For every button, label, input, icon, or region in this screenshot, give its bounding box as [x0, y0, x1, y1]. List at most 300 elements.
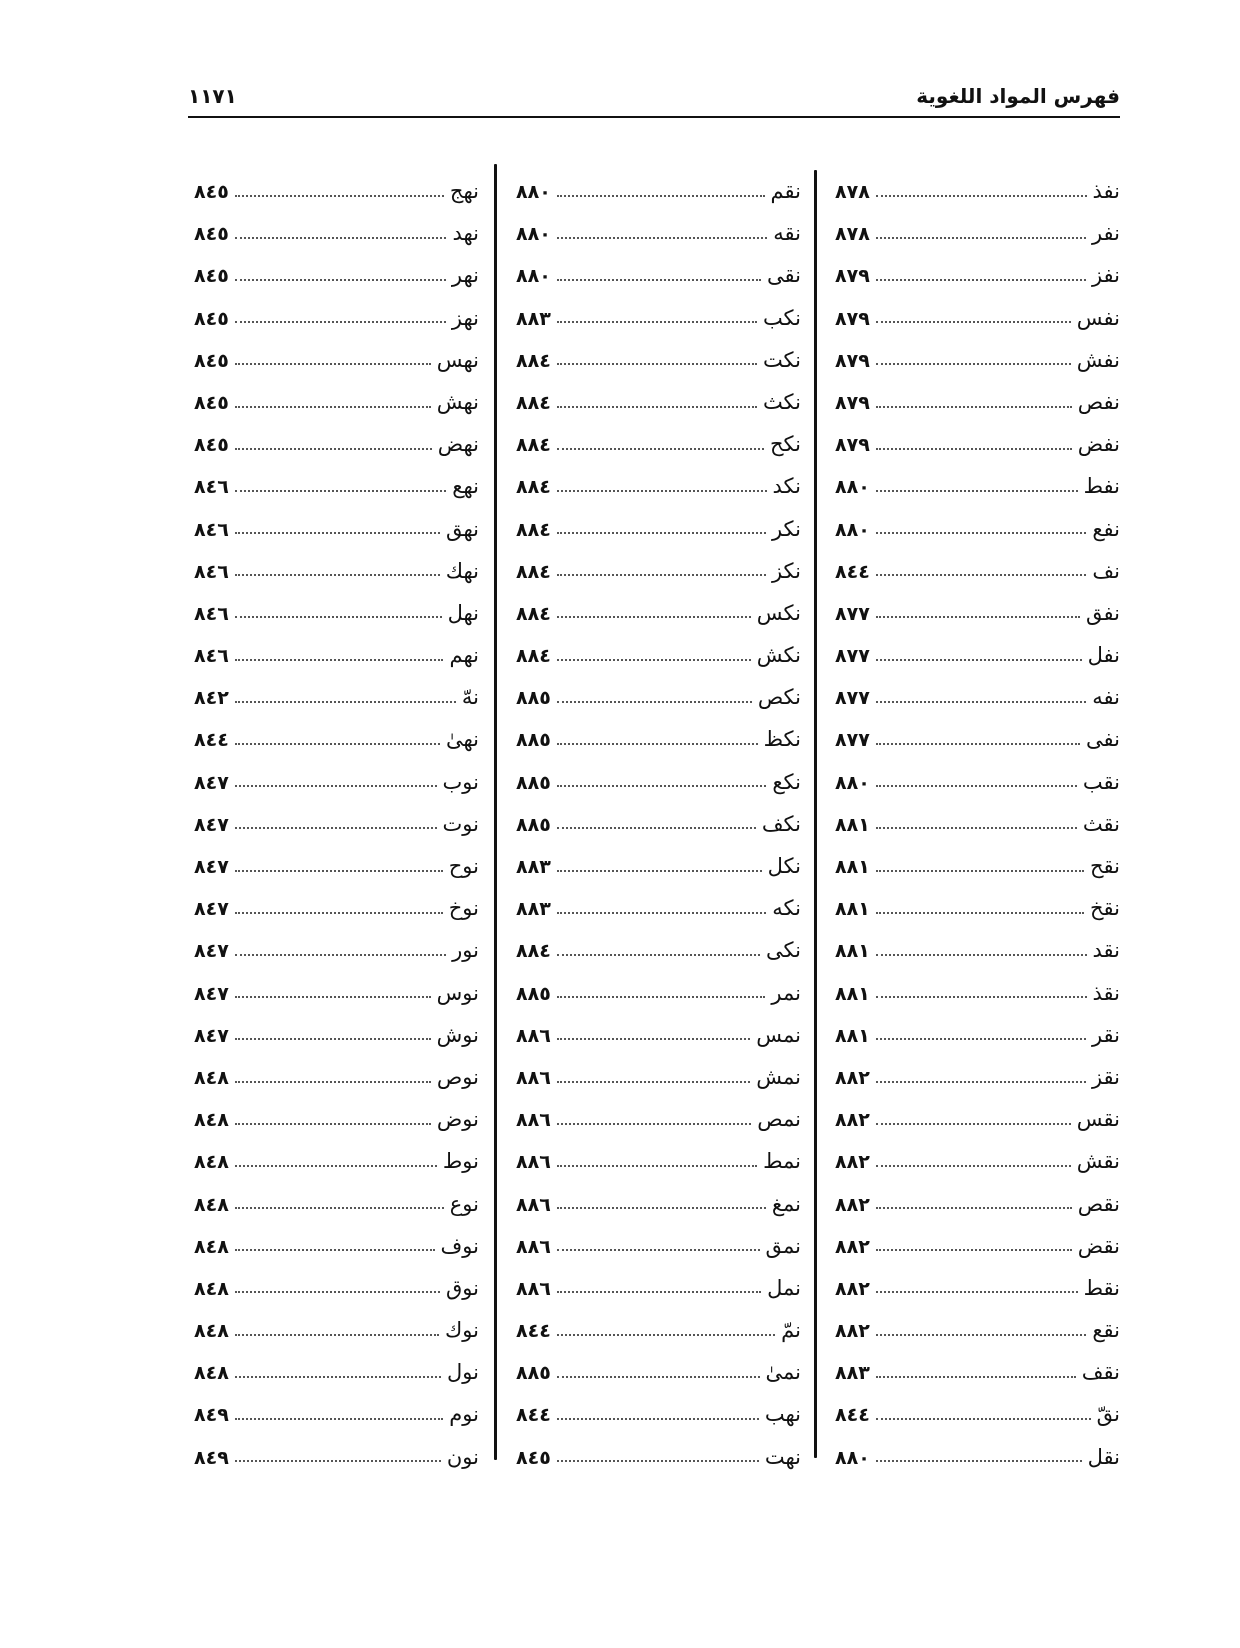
entry-page-number: ٨٨٤	[516, 560, 551, 583]
index-entry	[835, 254, 1120, 296]
entry-page-number: ٨٤٢	[194, 687, 229, 710]
entry-page-number: ٨٨٥	[516, 771, 551, 794]
entry-word: نقب	[1082, 769, 1120, 794]
entry-word: نهب	[764, 1402, 801, 1427]
entry-page-number: ٨٤٤	[516, 1404, 551, 1427]
entry-word: نمس	[756, 1022, 801, 1047]
entry-word: نكث	[762, 389, 801, 414]
index-entry	[516, 592, 801, 634]
entry-page-number: ٨٤٤	[194, 729, 229, 752]
entry-page-number: ٨٤٥	[194, 181, 229, 203]
entry-page-number: ٨٤٥	[516, 1446, 551, 1469]
entry-word: نوخ	[448, 896, 479, 921]
entry-word: نمق	[765, 1233, 801, 1258]
index-entry	[835, 634, 1120, 676]
index-entry	[835, 718, 1120, 760]
index-entry	[835, 212, 1120, 254]
entry-word: نقض	[1077, 1233, 1120, 1258]
entry-page-number: ٨٨٦	[516, 1277, 551, 1300]
index-entry	[516, 297, 801, 339]
entry-word: نكع	[772, 769, 801, 794]
entry-word: نقد	[1092, 938, 1120, 963]
entry-word: نقس	[1076, 1107, 1120, 1132]
running-title: فهرس المواد اللغوية	[916, 84, 1120, 108]
dot-leader	[876, 1080, 1086, 1083]
entry-word: نوم	[449, 1402, 479, 1427]
entry-word: نفض	[1077, 432, 1120, 457]
dot-leader	[557, 615, 751, 618]
dot-leader	[557, 236, 767, 239]
entry-word: نكز	[771, 558, 801, 583]
dot-leader	[235, 1333, 439, 1336]
index-entry	[194, 761, 479, 803]
dot-leader	[876, 826, 1077, 829]
dot-leader	[235, 1080, 431, 1083]
entry-page-number: ٨٨٢	[835, 1277, 870, 1300]
index-entry	[194, 1351, 479, 1393]
entry-word: نفع	[1092, 516, 1120, 541]
entry-word: نقه	[773, 221, 801, 246]
entry-word: نكف	[761, 811, 801, 836]
index-entry	[835, 1056, 1120, 1098]
dot-leader	[876, 1248, 1072, 1251]
index-entry	[835, 550, 1120, 592]
entry-word: نمر	[771, 980, 801, 1005]
entry-page-number: ٨٧٩	[835, 434, 870, 457]
dot-leader	[235, 1122, 431, 1125]
dot-leader	[557, 658, 751, 661]
index-entry	[516, 1436, 801, 1478]
entry-page-number: ٨٤٧	[194, 940, 229, 963]
entry-word: نكب	[762, 305, 801, 330]
entry-page-number: ٨٨٤	[516, 940, 551, 963]
dot-leader	[557, 573, 766, 576]
index-entry	[194, 381, 479, 423]
entry-page-number: ٨٨١	[835, 982, 870, 1005]
dot-leader	[235, 1248, 435, 1251]
entry-page-number: ٨٨٣	[516, 898, 551, 921]
entry-page-number: ٨٨٦	[516, 1109, 551, 1132]
dot-leader	[876, 320, 1071, 323]
dot-leader	[876, 489, 1078, 492]
entry-word: نفى	[1086, 727, 1120, 752]
index-entry	[835, 1140, 1120, 1182]
index-entry	[835, 465, 1120, 507]
index-entry	[194, 1225, 479, 1267]
index-entry	[516, 212, 801, 254]
entry-word: نفق	[1086, 600, 1120, 625]
entry-page-number: ٨٨٦	[516, 1066, 551, 1089]
index-entry	[516, 634, 801, 676]
index-entry	[194, 1098, 479, 1140]
dot-leader	[557, 362, 757, 365]
entry-page-number: ٨٨٥	[516, 982, 551, 1005]
dot-leader	[235, 447, 432, 450]
index-entry	[835, 592, 1120, 634]
entry-word: نوس	[436, 980, 479, 1005]
entry-word: نقص	[1077, 1191, 1120, 1216]
entry-word: نفز	[1091, 263, 1120, 288]
entry-word: نف	[1092, 558, 1120, 583]
entry-page-number: ٨٤٦	[194, 602, 229, 625]
index-entry	[835, 1183, 1120, 1225]
entry-word: نفط	[1083, 474, 1120, 499]
index-entry	[516, 170, 801, 212]
dot-leader	[235, 278, 446, 281]
index-entry	[194, 592, 479, 634]
entry-word: نهج	[449, 179, 479, 203]
index-entry	[194, 212, 479, 254]
entry-word: نكل	[767, 854, 801, 878]
entry-word: نكى	[766, 938, 801, 963]
index-entry	[194, 423, 479, 465]
entry-word: نهع	[452, 474, 479, 499]
dot-leader	[557, 1333, 775, 1336]
index-entry	[194, 1309, 479, 1351]
entry-page-number: ٨٨٣	[516, 307, 551, 330]
index-entry	[835, 170, 1120, 212]
entry-word: نهل	[447, 600, 479, 625]
dot-leader	[557, 784, 767, 787]
dot-leader	[235, 911, 443, 914]
dot-leader	[876, 447, 1072, 450]
dot-leader	[557, 531, 766, 534]
dot-leader	[557, 911, 767, 914]
entry-word: نفر	[1091, 221, 1120, 246]
entry-page-number: ٨٤٥	[194, 307, 229, 330]
entry-page-number: ٨٨١	[835, 856, 870, 878]
entry-word: نقع	[1092, 1318, 1120, 1343]
dot-leader	[876, 615, 1080, 618]
entry-word: نقل	[1087, 1444, 1120, 1469]
entry-page-number: ٨٨٦	[516, 1151, 551, 1174]
index-entry	[516, 423, 801, 465]
entry-page-number: ٨٨٠	[516, 223, 551, 246]
entry-page-number: ٨٤٨	[194, 1235, 229, 1258]
index-entry	[194, 634, 479, 676]
entry-word: نقى	[767, 263, 801, 288]
entry-word: نور	[452, 938, 479, 963]
index-entry	[194, 254, 479, 296]
entry-word: نهد	[452, 221, 479, 246]
entry-word: نول	[447, 1360, 479, 1385]
index-entry	[835, 508, 1120, 550]
entry-page-number: ٨٨٤	[516, 645, 551, 668]
dot-leader	[876, 658, 1082, 661]
entry-word: نكد	[772, 474, 801, 499]
index-entry	[194, 1183, 479, 1225]
entry-page-number: ٨٨٥	[516, 1362, 551, 1385]
dot-leader	[235, 194, 444, 197]
entry-page-number: ٨٤٤	[516, 1320, 551, 1343]
index-entry	[516, 1098, 801, 1140]
entry-page-number: ٨٤٩	[194, 1446, 229, 1469]
dot-leader	[557, 1206, 766, 1209]
entry-word: نهق	[445, 516, 479, 541]
dot-leader	[876, 1375, 1076, 1378]
entry-word: نقح	[1089, 854, 1120, 878]
dot-leader	[557, 826, 756, 829]
index-entry	[835, 929, 1120, 971]
index-entry	[194, 1267, 479, 1309]
dot-leader	[235, 1459, 441, 1462]
entry-page-number: ٨٤٥	[194, 391, 229, 414]
entry-word: نقر	[1091, 1022, 1120, 1047]
index-entry	[835, 761, 1120, 803]
entry-page-number: ٨٨٠	[835, 771, 870, 794]
entry-word: نهّ	[461, 685, 479, 710]
dot-leader	[235, 953, 446, 956]
dot-leader	[235, 573, 440, 576]
dot-leader	[235, 700, 456, 703]
index-entry	[194, 170, 479, 212]
entry-word: نهس	[436, 347, 479, 372]
dot-leader	[235, 320, 446, 323]
dot-leader	[876, 1206, 1072, 1209]
entry-page-number: ٨٤٥	[194, 434, 229, 457]
entry-word: نمىٰ	[765, 1360, 801, 1385]
dot-leader	[557, 1122, 751, 1125]
entry-page-number: ٨٤٨	[194, 1109, 229, 1132]
dot-leader	[876, 700, 1086, 703]
index-entry	[516, 887, 801, 929]
index-entry	[516, 339, 801, 381]
entry-page-number: ٨٧٩	[835, 391, 870, 414]
dot-leader	[876, 194, 1087, 197]
index-entry	[516, 803, 801, 845]
dot-leader	[235, 489, 447, 492]
entry-word: نقّ	[1096, 1402, 1120, 1427]
page-number: ١١٧١	[188, 84, 237, 108]
dot-leader	[876, 953, 1087, 956]
entry-word: نكظ	[763, 727, 801, 752]
entry-word: نهم	[449, 643, 479, 668]
index-entry	[516, 1183, 801, 1225]
dot-leader	[235, 615, 442, 618]
entry-word: نمل	[767, 1275, 801, 1300]
entry-page-number: ٨٨٢	[835, 1235, 870, 1258]
dot-leader	[557, 194, 765, 197]
index-entry	[516, 1225, 801, 1267]
index-entry	[516, 381, 801, 423]
index-entry	[835, 423, 1120, 465]
dot-leader	[876, 236, 1086, 239]
entry-word: نمط	[763, 1149, 801, 1174]
dot-leader	[876, 1037, 1086, 1040]
dot-leader	[876, 362, 1071, 365]
index-entry	[516, 676, 801, 718]
entry-word: نكش	[756, 643, 801, 668]
entry-page-number: ٨٨٢	[835, 1109, 870, 1132]
entry-page-number: ٨٨٦	[516, 1024, 551, 1047]
entry-page-number: ٨٨٤	[516, 391, 551, 414]
index-entry	[194, 718, 479, 760]
entry-page-number: ٨٤٨	[194, 1277, 229, 1300]
dot-leader	[876, 742, 1080, 745]
column-divider-right	[814, 170, 817, 1458]
dot-leader	[557, 405, 757, 408]
entry-page-number: ٨٨٠	[835, 518, 870, 541]
index-entry	[516, 1014, 801, 1056]
dot-leader	[557, 1080, 750, 1083]
dot-leader	[557, 869, 762, 872]
entry-word: نوط	[442, 1149, 479, 1174]
dot-leader	[876, 573, 1087, 576]
index-entry	[516, 761, 801, 803]
dot-leader	[235, 1037, 431, 1040]
entry-page-number: ٨٤٨	[194, 1066, 229, 1089]
entry-word: نقط	[1083, 1275, 1120, 1300]
entry-page-number: ٨٤٥	[194, 265, 229, 288]
index-entry	[835, 676, 1120, 718]
entry-word: نقم	[770, 179, 801, 203]
entry-page-number: ٨٧٧	[835, 645, 870, 668]
entry-page-number: ٨٨٢	[835, 1151, 870, 1174]
entry-page-number: ٨٧٧	[835, 729, 870, 752]
dot-leader	[557, 278, 761, 281]
entry-page-number: ٨٤٩	[194, 1404, 229, 1427]
index-entry	[194, 339, 479, 381]
entry-page-number: ٨٧٧	[835, 687, 870, 710]
index-entry	[835, 845, 1120, 887]
dot-leader	[876, 531, 1087, 534]
dot-leader	[557, 995, 766, 998]
index-entry	[194, 1140, 479, 1182]
dot-leader	[557, 1248, 760, 1251]
entry-word: نمص	[757, 1107, 801, 1132]
index-entry	[516, 929, 801, 971]
entry-word: نوق	[446, 1275, 479, 1300]
entry-page-number: ٨٨٢	[835, 1066, 870, 1089]
entry-page-number: ٨٤٤	[835, 560, 870, 583]
entry-page-number: ٨٤٨	[194, 1320, 229, 1343]
index-entry	[835, 972, 1120, 1014]
entry-word: نهز	[451, 305, 479, 330]
index-entry	[194, 1056, 479, 1098]
entry-word: نكس	[756, 600, 801, 625]
entry-page-number: ٨٨٤	[516, 434, 551, 457]
index-entry	[835, 339, 1120, 381]
index-entry	[516, 1393, 801, 1435]
entry-page-number: ٨٤٦	[194, 518, 229, 541]
entry-word: نقث	[1082, 811, 1120, 836]
dot-leader	[235, 531, 440, 534]
entry-page-number: ٨٤٦	[194, 560, 229, 583]
dot-leader	[876, 1122, 1071, 1125]
entry-page-number: ٨٤٧	[194, 856, 229, 878]
entry-word: نهض	[437, 432, 479, 457]
dot-leader	[557, 1459, 759, 1462]
entry-page-number: ٨٨٥	[516, 687, 551, 710]
entry-word: نقذ	[1092, 980, 1120, 1005]
entry-page-number: ٨٨٥	[516, 813, 551, 836]
dot-leader	[876, 911, 1084, 914]
entry-word: نقز	[1091, 1064, 1120, 1089]
dot-leader	[557, 320, 757, 323]
entry-page-number: ٨٨٦	[516, 1193, 551, 1216]
index-entry	[194, 803, 479, 845]
index-entry	[194, 1436, 479, 1478]
entry-page-number: ٨٧٨	[835, 223, 870, 246]
index-entry	[835, 1225, 1120, 1267]
index-entry	[835, 1351, 1120, 1393]
entry-page-number: ٨٤٦	[194, 476, 229, 499]
entry-page-number: ٨٧٩	[835, 265, 870, 288]
entry-page-number: ٨٨٤	[516, 476, 551, 499]
entry-page-number: ٨٤٨	[194, 1193, 229, 1216]
dot-leader	[235, 362, 431, 365]
dot-leader	[557, 489, 767, 492]
index-entry	[194, 929, 479, 971]
dot-leader	[876, 1290, 1078, 1293]
entry-page-number: ٨٤٥	[194, 349, 229, 372]
entry-word: نمّ	[781, 1318, 801, 1343]
entry-word: نوك	[444, 1318, 479, 1343]
entry-page-number: ٨٨١	[835, 813, 870, 836]
entry-word: نوف	[440, 1233, 479, 1258]
index-entry	[516, 1351, 801, 1393]
entry-page-number: ٨٨٤	[516, 602, 551, 625]
index-entry	[835, 1014, 1120, 1056]
entry-word: نوش	[436, 1022, 479, 1047]
entry-word: نقف	[1081, 1360, 1120, 1385]
entry-page-number: ٨٨٣	[516, 856, 551, 878]
dot-leader	[235, 1290, 440, 1293]
dot-leader	[557, 953, 760, 956]
entry-word: نوب	[442, 769, 479, 794]
index-entry	[835, 1098, 1120, 1140]
entry-page-number: ٨٤٧	[194, 982, 229, 1005]
entry-page-number: ٨٧٩	[835, 307, 870, 330]
dot-leader	[557, 447, 764, 450]
entry-word: نمش	[756, 1064, 801, 1089]
index-entry	[516, 508, 801, 550]
entry-word: نوت	[442, 811, 479, 836]
index-column-1	[835, 170, 1120, 1478]
index-entry	[835, 1267, 1120, 1309]
entry-word: نمغ	[771, 1191, 801, 1216]
entry-word: نهت	[764, 1444, 801, 1469]
entry-page-number: ٨٨١	[835, 1024, 870, 1047]
index-entry	[516, 718, 801, 760]
entry-word: نكه	[772, 896, 801, 921]
entry-word: نفس	[1076, 305, 1120, 330]
entry-page-number: ٨٨٠	[835, 1446, 870, 1469]
entry-word: نوح	[448, 854, 479, 878]
entry-page-number: ٨٨٤	[516, 349, 551, 372]
page-header	[188, 82, 1120, 118]
dot-leader	[235, 405, 431, 408]
index-entry	[835, 887, 1120, 929]
dot-leader	[557, 1417, 759, 1420]
entry-page-number: ٨٧٩	[835, 349, 870, 372]
index-column-2	[516, 170, 801, 1478]
index-entry	[516, 1309, 801, 1351]
entry-word: نكر	[771, 516, 801, 541]
entry-page-number: ٨٨٤	[516, 518, 551, 541]
index-entry	[835, 1436, 1120, 1478]
entry-page-number: ٨٨٠	[835, 476, 870, 499]
index-entry	[835, 381, 1120, 423]
dot-leader	[876, 1164, 1071, 1167]
dot-leader	[235, 869, 443, 872]
index-entry	[516, 550, 801, 592]
dot-leader	[557, 1375, 760, 1378]
entry-word: نفل	[1087, 643, 1120, 668]
index-entry	[835, 1393, 1120, 1435]
dot-leader	[235, 658, 444, 661]
dot-leader	[876, 995, 1087, 998]
